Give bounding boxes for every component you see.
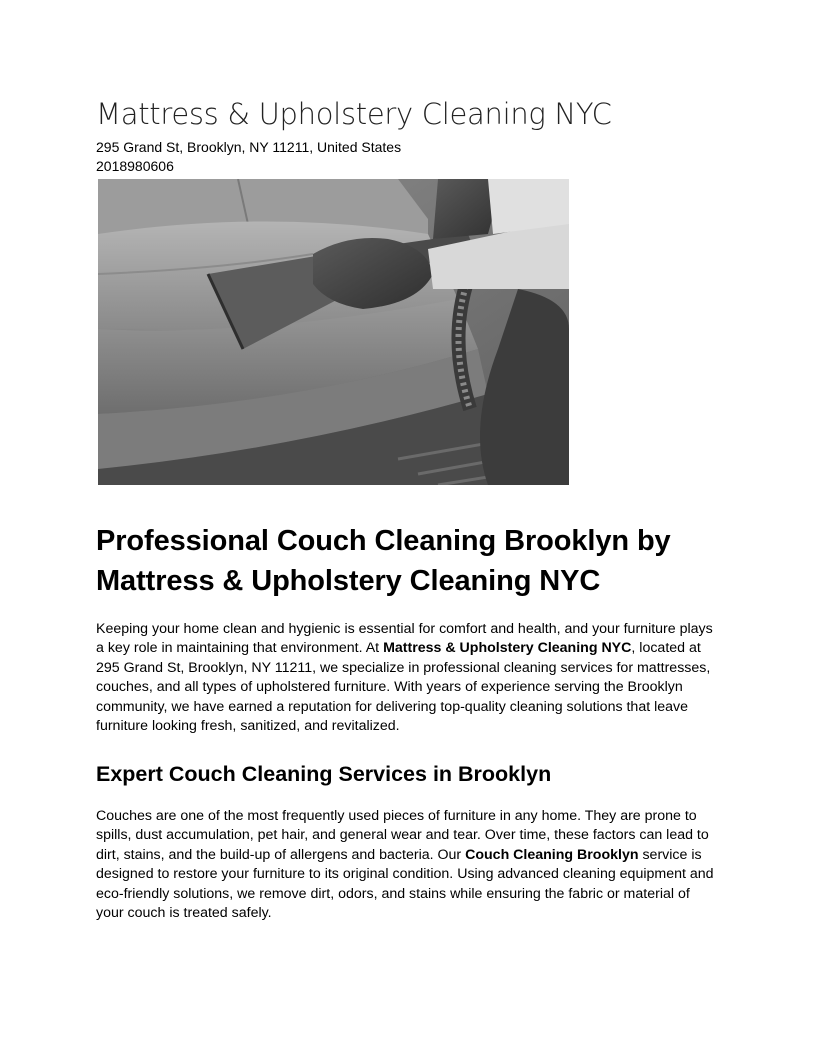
services-paragraph <box>96 807 720 923</box>
intro-paragraph <box>96 620 720 736</box>
section-heading-professional-couch-cleaning: Professional Couch Cleaning Brooklyn by Mattress & Upholstery Cleaning NYC <box>96 525 671 597</box>
intro-business-name-bold: Mattress & Upholstery Cleaning NYC <box>383 640 632 657</box>
business-phone: 2018980606 <box>96 158 174 174</box>
section-heading-expert-couch-cleaning: Expert Couch Cleaning Services in Brooklyn <box>96 762 552 786</box>
document-title: Mattress & Upholstery Cleaning NYC <box>96 97 612 131</box>
intro-text-2: , located at 295 Grand St, Brooklyn, NY 11211, we specialize in professional cleaning services for mattresses, couches, and all types of upholstered furniture. With years of experience serving the Brooklyn community, we have earned a reputation for delivering top-quality cleaning solutions that leave furniture looking fresh, sanitized, and revitalized. <box>96 640 711 735</box>
services-text-1: Couches are one of the most frequently used pieces of furniture in any home. They are prone to spills, dust accumulation, pet hair, and general wear and tear. Over time, these factors can lead to dirt, stains, and the build-up of allergens and bacteria. Our <box>96 808 709 863</box>
intro-text-1: Keeping your home clean and hygienic is essential for comfort and health, and your furniture plays a key role in maintaining that environment. At <box>96 621 713 657</box>
services-keyword-bold: Couch Cleaning Brooklyn <box>465 846 639 863</box>
couch-cleaning-photo <box>98 179 569 485</box>
services-text-2: service is designed to restore your furniture to its original condition. Using advanced cleaning equipment and eco-friendly solutions, we remove dirt, odors, and stains while ensuring the fabric or material of your couch is treated safely. <box>96 846 714 922</box>
business-address: 295 Grand St, Brooklyn, NY 11211, United States <box>96 139 402 155</box>
